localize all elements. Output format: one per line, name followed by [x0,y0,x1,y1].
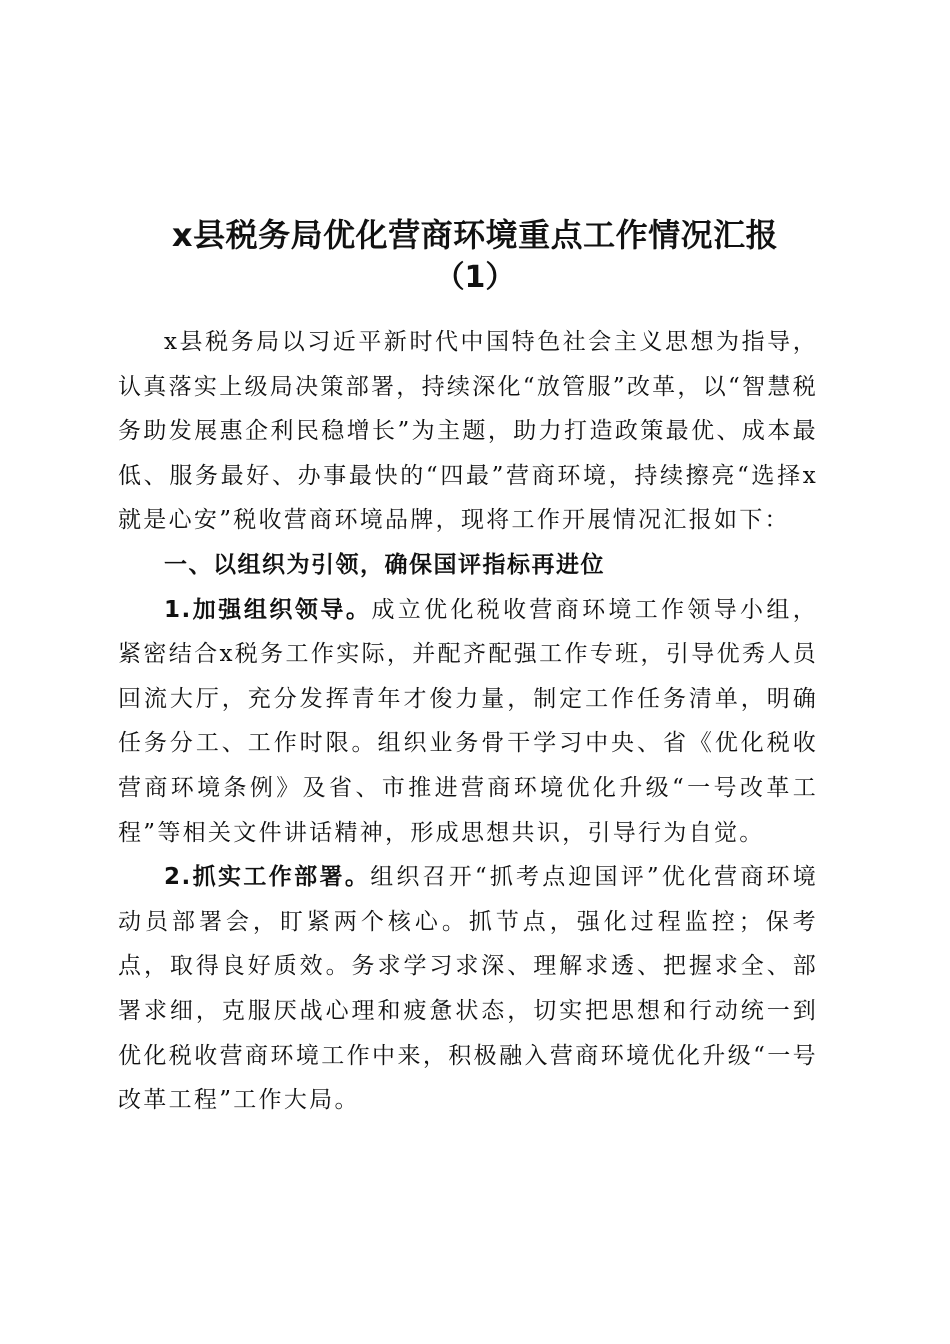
title-line-2: （1） [434,260,516,295]
document-body [118,320,818,1123]
item-paragraph-1 [118,588,818,856]
document-title [0,212,950,298]
intro-paragraph: x县税务局以习近平新时代中国特色社会主义思想为指导，认真落实上级局决策部署，持续深化“放管服”改革，以“智慧税务助发展惠企利民稳增长”为主题，助力打造政策最优、成本最低、服务最好、办事最快的“四最”营商环境，持续擦亮“选择x就是心安”税收营商环境品牌，现将工作开展情况汇报如下： [118,329,818,534]
title-line-1: x县税务局优化营商环境重点工作情况汇报 [171,216,779,254]
item-2-text: 组织召开“抓考点迎国评”优化营商环境动员部署会，盯紧两个核心。抓节点，强化过程监控；保考点，取得良好质效。务求学习求深、理解求透、把握求全、部署求细，克服厌战心理和疲惫状态，切实把思想和行动统一到优化税收营商环境工作中来，积极融入营商环境优化升级“一号改革工程”工作大局。 [118,864,818,1114]
item-2-lead: 2.抓实工作部署。 [164,864,371,891]
item-paragraph-2 [118,855,818,1123]
section-heading-1: 一、以组织为引领，确保国评指标再进位 [164,551,605,578]
item-1-text: 成立优化税收营商环境工作领导小组，紧密结合x税务工作实际，并配齐配强工作专班，引导优秀人员回流大厅，充分发挥青年才俊力量，制定工作任务清单，明确任务分工、工作时限。组织业务骨干学习中央、省《优化税收营商环境条例》及省、市推进营商环境优化升级“一号改革工程”等相关文件讲话精神，形成思想共识，引导行为自觉。 [118,596,818,846]
item-1-lead: 1.加强组织领导。 [164,596,372,623]
